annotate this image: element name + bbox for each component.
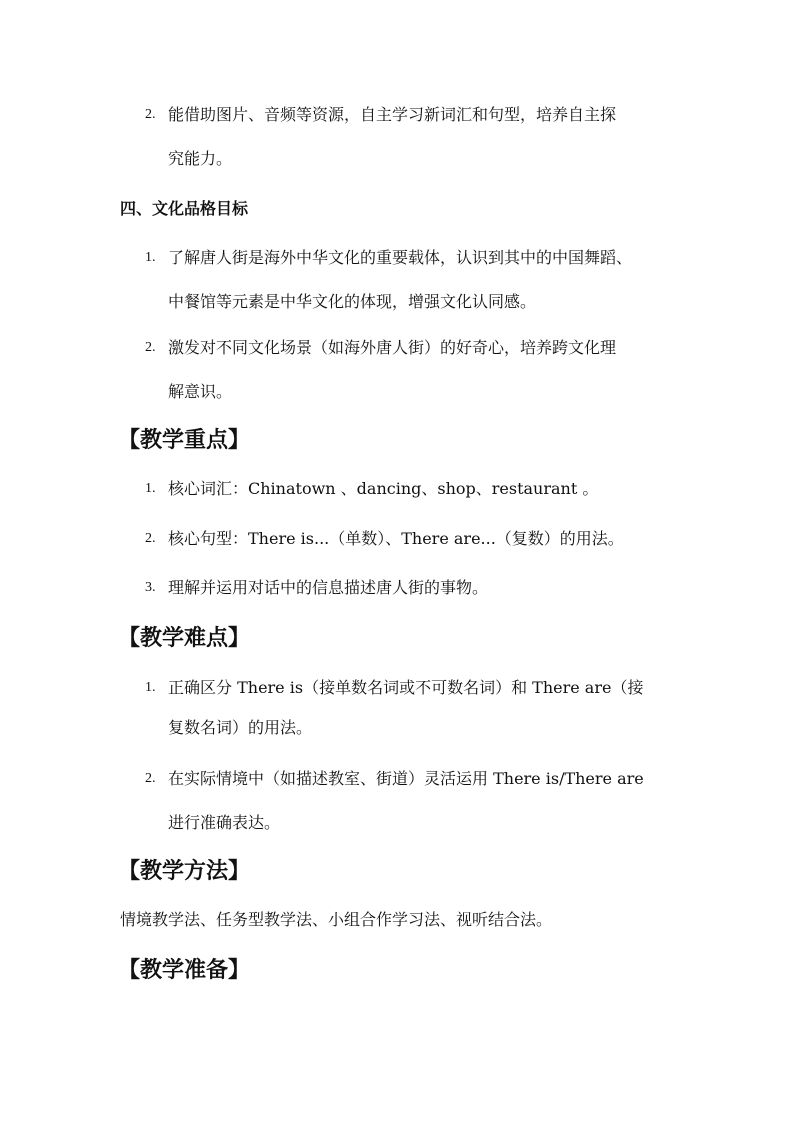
difficult-point-item: 在实际情境中（如描述教室、街道）灵活运用 There is/There are — [168, 769, 644, 788]
list-item-text: 了解唐人街是海外中华文化的重要载体，认识到其中的中国舞蹈、 — [168, 248, 633, 267]
list-number: 2. — [145, 340, 156, 355]
list-item-text-continued: 究能力。 — [168, 149, 233, 168]
heading-methods: 【教学方法】 — [118, 858, 251, 884]
list-item-text-continued: 中餐馆等元素是中华文化的体现，增强文化认同感。 — [168, 292, 537, 311]
key-point-item: 核心句型：There is...（单数）、There are...（复数）的用法。 — [168, 529, 624, 548]
key-point-item: 理解并运用对话中的信息描述唐人街的事物。 — [168, 578, 489, 597]
section-title-culture: 四、文化品格目标 — [120, 199, 249, 218]
list-number: 1. — [145, 481, 156, 496]
methods-text: 情境教学法、任务型教学法、小组合作学习法、视听结合法。 — [120, 910, 553, 929]
heading-difficult-points: 【教学难点】 — [118, 625, 251, 651]
list-number: 2. — [145, 771, 156, 786]
list-item-text-continued: 解意识。 — [168, 382, 233, 401]
list-number: 2. — [145, 107, 156, 122]
key-point-item: 核心词汇：Chinatown 、dancing、shop、restaurant 。 — [168, 479, 599, 498]
list-number: 3. — [145, 580, 156, 595]
difficult-point-item-continued: 进行准确表达。 — [168, 813, 281, 832]
list-number: 1. — [145, 680, 156, 695]
difficult-point-item-continued: 复数名词）的用法。 — [168, 718, 313, 737]
difficult-point-item: 正确区分 There is（接单数名词或不可数名词）和 There are（接 — [168, 678, 644, 697]
list-item-text: 激发对不同文化场景（如海外唐人街）的好奇心，培养跨文化理 — [168, 338, 617, 357]
list-item-text: 能借助图片、音频等资源，自主学习新词汇和句型，培养自主探 — [168, 105, 617, 124]
list-number: 1. — [145, 250, 156, 265]
heading-preparation: 【教学准备】 — [118, 957, 251, 983]
list-number: 2. — [145, 531, 156, 546]
heading-key-points: 【教学重点】 — [118, 427, 251, 453]
